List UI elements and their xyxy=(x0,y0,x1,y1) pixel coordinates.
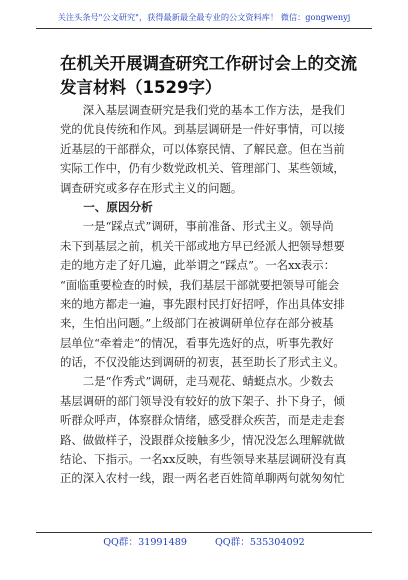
body-line: 实际工作中，仍有少数党政机关、管理部门、某些领域， xyxy=(60,161,345,176)
body-line: 调查研究或多存在形式主义的问题。 xyxy=(60,180,243,195)
body-line: 正的深入农村一线，跟一两名老百姓简单聊两句就匆匆忙 xyxy=(60,471,345,486)
section-heading: 一、原因分析 xyxy=(60,199,153,214)
body-line: 深入基层调查研究是我们党的基本工作方法，是我们 xyxy=(60,103,345,117)
body-line: 党的优良传统和作风。到基层调研是一件好事情，可以接 xyxy=(60,122,345,137)
body-line: 二是“作秀式”调研，走马观花、蜻蜓点水。少数去 xyxy=(60,374,334,389)
body-line: 来的地方都走一遍，事先跟村民打好招呼，作出具体安排 xyxy=(60,296,345,311)
document-title-line-1: 在机关开展调查研究工作研讨会上的交流 xyxy=(60,54,357,73)
body-line: 基层调研的部门领导没有较好的放下架子、扑下身子，倾 xyxy=(60,393,345,408)
body-line: 来，生怕出问题。”上级部门在被调研单位存在部分被基 xyxy=(60,316,334,331)
body-line: 近基层的干部群众，可以体察民情、了解民意。但在当前 xyxy=(60,141,345,156)
footer-qq-group-2: QQ群：535304092 xyxy=(214,537,305,548)
header-banner-text: 关注头条号"公文研究"，获得最新最全最专业的公文资料库！ 微信：gongwenyj xyxy=(57,11,351,22)
body-line: 一是“踩点式”调研，事前准备、形式主义。领导尚 xyxy=(60,219,334,234)
body-line: 层单位“牵着走”的情况，看事先选好的点，听事先教好 xyxy=(60,335,334,350)
footer xyxy=(36,532,372,549)
body-line: 的话，不仅没能达到调研的初衷，甚至助长了形式主义。 xyxy=(60,355,345,370)
footer-qq-group-1: QQ群：31991489 xyxy=(103,537,187,548)
document-body xyxy=(60,101,360,489)
body-line: 结论、下指示。一名xx反映，有些领导来基层调研没有真 xyxy=(60,452,347,467)
body-line: 听群众呼声，体察群众情绪，感受群众疾苦，而是走走套 xyxy=(60,413,345,428)
document-title-line-2: 发言材料（1529字） xyxy=(60,78,222,97)
body-line: 未下到基层之前，机关干部或地方早已经派人把领导想要 xyxy=(60,238,345,253)
body-line: “面临重要检查的时候，我们基层干部就要把领导可能会 xyxy=(60,277,340,292)
document-title xyxy=(60,52,360,100)
body-line: 走的地方走了好几遍，此举谓之“踩点”。一名xx表示： xyxy=(60,258,336,273)
header-banner xyxy=(36,6,372,29)
body-line: 路、做做样子，没跟群众接触多少，情况没怎么理解就做 xyxy=(60,432,345,447)
